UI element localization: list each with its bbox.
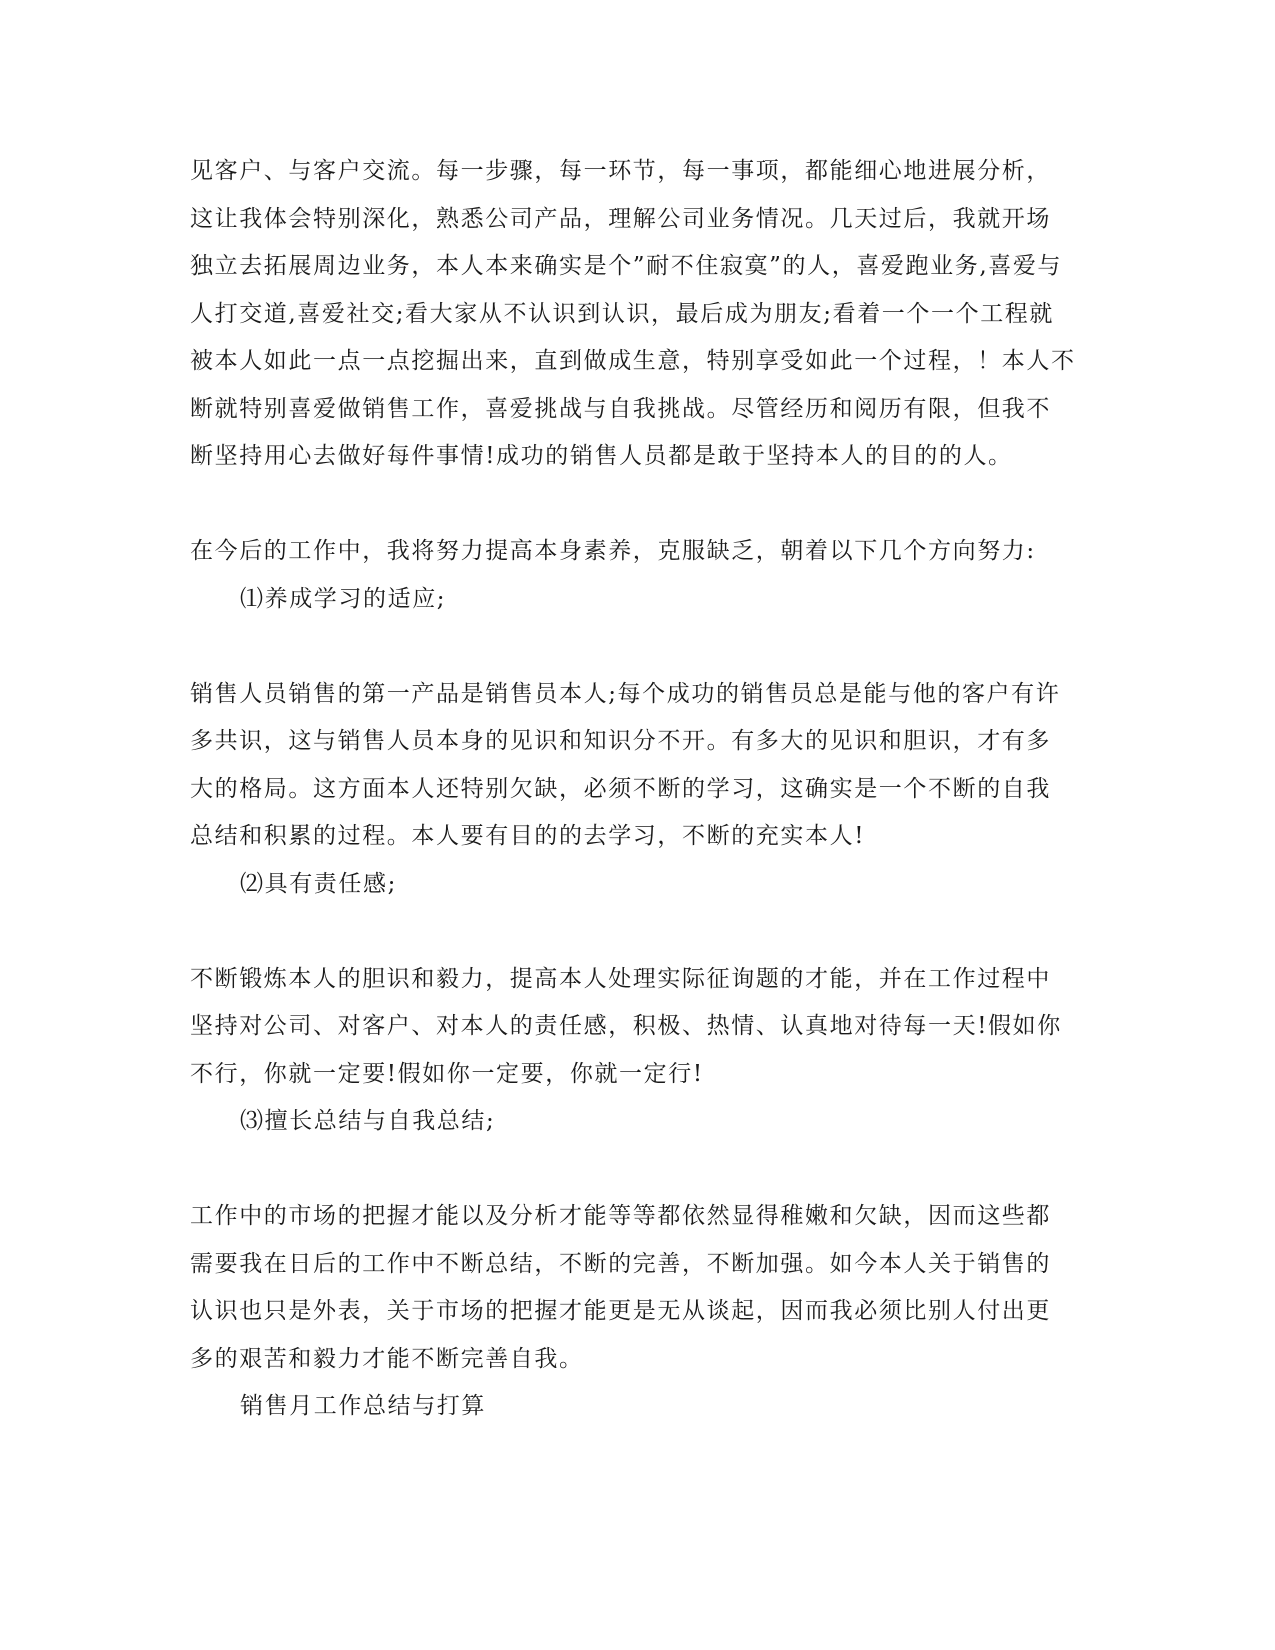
text-line: 独立去拓展周边业务，本人本来确实是个”耐不住寂寞”的人，喜爱跑业务,喜爱与: [190, 253, 1063, 279]
paragraph-1: [190, 148, 1076, 481]
text-line: 工作中的市场的把握才能以及分析才能等等都依然显得稚嫩和欠缺，因而这些都: [190, 1203, 1051, 1229]
paragraph-gap: [190, 623, 1070, 671]
text-line: 见客户、与客户交流。每一步骤，每一环节，每一事项，都能细心地进展分析，: [190, 158, 1051, 184]
paragraph-4: [190, 956, 1070, 1099]
text-line: 断就特别喜爱做销售工作，喜爱挑战与自我挑战。尽管经历和阅历有限，但我不: [190, 395, 1051, 422]
text-line: 销售人员销售的第一产品是销售员本人;每个成功的销售员总是能与他的客户有许: [190, 680, 1061, 707]
text-line: 断坚持用心去做好每件事情!成功的销售人员都是敢于坚持本人的目的的人。: [190, 443, 1013, 469]
paragraph-2: [190, 528, 1070, 576]
paragraph-3: [190, 671, 1070, 861]
text-line: 这让我体会特别深化，熟悉公司产品，理解公司业务情况。几天过后，我就开场: [190, 205, 1051, 232]
text-line: 不行，你就一定要!假如你一定要，你就一定行!: [190, 1060, 704, 1087]
list-item-2: ⑵具有责任感;: [240, 870, 397, 897]
list-item-3: ⑶擅长总结与自我总结;: [240, 1108, 496, 1134]
text-line: 认识也只是外表，关于市场的把握才能更是无从谈起，因而我必须比别人付出更: [190, 1298, 1051, 1324]
paragraph-gap: [190, 481, 1070, 529]
text-line: 不断锻炼本人的胆识和毅力，提高本人处理实际征询题的才能，并在工作过程中: [190, 965, 1051, 992]
text-line: 多共识，这与销售人员本身的见识和知识分不开。有多大的见识和胆识，才有多: [190, 728, 1051, 754]
text-line: 多的艰苦和毅力才能不断完善自我。: [190, 1345, 584, 1372]
paragraph-gap: [190, 1146, 1070, 1194]
paragraph-gap: [190, 908, 1070, 956]
text-line: 总结和积累的过程。本人要有目的的去学习，不断的充实本人!: [190, 823, 866, 849]
text-line: 需要我在日后的工作中不断总结，不断的完善，不断加强。如今本人关于销售的: [190, 1250, 1051, 1277]
paragraph-5: [190, 1193, 1070, 1383]
text-line: 在今后的工作中，我将努力提高本身素养，克服缺乏，朝着以下几个方向努力:: [190, 538, 1036, 564]
list-item-1: ⑴养成学习的适应;: [240, 585, 447, 612]
text-line: 人打交道,喜爱社交;看大家从不认识到认识，最后成为朋友;看着一个一个工程就: [190, 300, 1055, 327]
text-line: 大的格局。这方面本人还特别欠缺，必须不断的学习，这确实是一个不断的自我: [190, 775, 1051, 802]
text-line: 坚持对公司、对客户、对本人的责任感，积极、热情、认真地对待每一天!假如你: [190, 1013, 1062, 1039]
section-heading: 销售月工作总结与打算: [240, 1393, 486, 1419]
text-line: 被本人如此一点一点挖掘出来，直到做成生意，特别享受如此一个过程，！本人不: [190, 348, 1076, 374]
document-page: [190, 148, 1076, 1431]
